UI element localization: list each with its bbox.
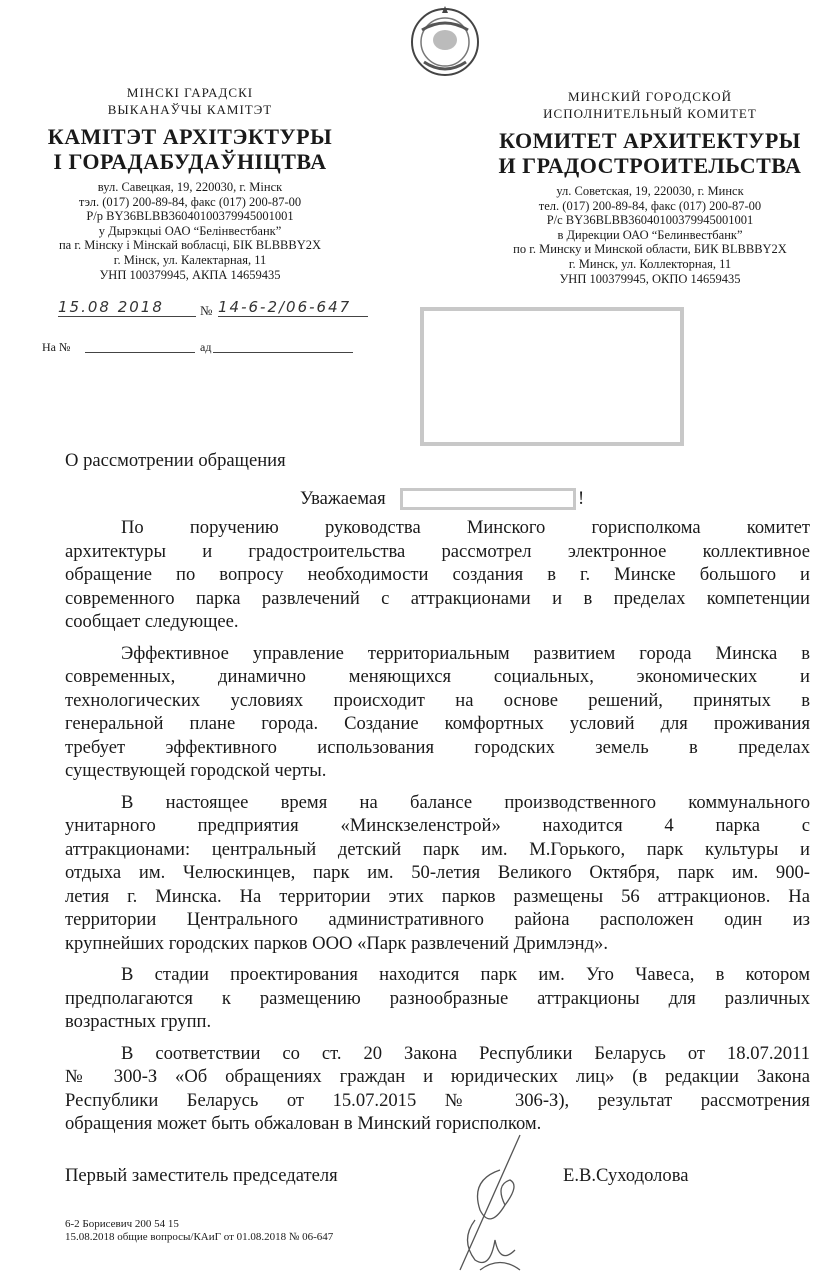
ref-number-label: На № xyxy=(42,340,71,354)
phone-line: тэл. (017) 200-89-84, факс (017) 200-87-00 xyxy=(78,194,302,209)
account-line: Р/с BY36BLBB36040100379945001001 xyxy=(546,213,754,228)
state-emblem-icon xyxy=(402,2,488,80)
committee-title: КОМИТЕТ АРХИТЕКТУРЫ xyxy=(499,128,801,153)
committee-title: И ГРАДОСТРОИТЕЛЬСТВА xyxy=(498,153,802,178)
org-name: ВЫКАНАЎЧЫ КАМІТЭТ xyxy=(107,102,273,117)
body-line: крупнейших городских парков ООО «Парк развлечений Дримлэнд». xyxy=(65,932,608,954)
account-line: Р/р BY36BLBB36040100379945001001 xyxy=(86,209,294,224)
body-line: современных, динамично меняющихся социальных, экономических и xyxy=(65,666,810,687)
body-paragraph xyxy=(65,1042,810,1136)
letterhead-russian xyxy=(470,88,830,286)
ref-date-field xyxy=(213,338,353,353)
bank-line: у Дырэкцыі ОАО “Белінвестбанк” xyxy=(98,223,282,238)
body-line: обращения может быть обжалован в Минский горисполком. xyxy=(65,1113,542,1134)
body-line: технологических условиях происходит на основе решений, принятых в xyxy=(65,689,810,711)
body-paragraph xyxy=(65,791,810,956)
executor-info: 6-2 Борисевич 200 54 15 xyxy=(65,1218,179,1230)
body-line: В стадии проектирования находится парк им. Уго Чавеса, в котором xyxy=(121,964,810,985)
body-line: сообщает следующее. xyxy=(65,611,239,632)
body-line: № 300-З «Об обращениях граждан и юридических лиц» (в редакции Закона xyxy=(65,1066,810,1087)
redacted-addressee xyxy=(420,307,684,446)
committee-title: І ГОРАДАБУДАЎНІЦТВА xyxy=(53,149,327,174)
ref-number-field xyxy=(85,338,195,353)
body-line: Республики Беларусь от 15.07.2015 № 306-З), результат рассмотрения xyxy=(65,1089,810,1111)
body-line: летия г. Минска. На территории этих парков размещены 56 аттракционов. На xyxy=(65,885,810,907)
org-name: МИНСКИЙ ГОРОДСКОЙ xyxy=(567,89,733,104)
subject-line: О рассмотрении обращения xyxy=(65,450,286,471)
body-line: архитектуры и градостроительства рассмотрел электронное коллективное xyxy=(65,540,810,562)
body-line: По поручению руководства Минского горисполкома комитет xyxy=(121,517,810,538)
bank-region-line: па г. Мінску і Мінскай вобласці, БІК BLBBBY2X xyxy=(58,238,322,253)
bank-address-line: г. Минск, ул. Коллекторная, 11 xyxy=(568,256,732,271)
body-line: генеральной плане города. Создание комфортных условий для проживания xyxy=(65,713,810,734)
body-line: отдыха им. Челюскинцев, парк им. 50-летия Великого Октября, парк им. 900- xyxy=(65,862,810,883)
body-line: унитарного предприятия «Минскзеленстрой» находится 4 парка с xyxy=(65,815,810,836)
signatory-position: Первый заместитель председателя xyxy=(65,1165,338,1186)
letter-date: 15.08 2018 xyxy=(58,298,196,317)
redacted-name xyxy=(400,488,576,510)
letter-body xyxy=(65,516,810,1144)
address-line: вул. Савецкая, 19, 220030, г. Мінск xyxy=(97,180,283,194)
address-line: ул. Советская, 19, 220030, г. Минск xyxy=(556,184,744,198)
tax-id-line: УНП 100379945, АКПА 14659435 xyxy=(99,267,281,282)
body-line: территории Центрального административного района расположен один из xyxy=(65,909,810,930)
handwritten-signature xyxy=(440,1130,570,1280)
registry-info: 15.08.2018 общие вопросы/КАиГ от 01.08.2018 № 06-647 xyxy=(65,1231,334,1243)
ref-from-label: ад xyxy=(200,340,212,354)
body-line: современного парка развлечений с аттракционами и в пределах компетенции xyxy=(65,587,810,609)
body-line: предполагаются к размещению разнообразные аттракционы для различных xyxy=(65,987,810,1009)
body-line: аттракционами: центральный детский парк им. М.Горького, парк культуры и xyxy=(65,838,810,860)
body-line: Эффективное управление территориальным развитием города Минска в xyxy=(121,642,810,664)
body-line: существующей городской черты. xyxy=(65,760,327,781)
phone-line: тел. (017) 200-89-84, факс (017) 200-87-00 xyxy=(538,198,762,213)
org-name: МІНСКІ ГАРАДСКІ xyxy=(126,85,254,100)
body-paragraph xyxy=(65,516,810,634)
body-line: В соответствии со ст. 20 Закона Республики Беларусь от 18.07.2011 xyxy=(121,1042,810,1064)
bank-region-line: по г. Минску и Минской области, БИК BLBBBY2X xyxy=(513,242,787,257)
org-name: ИСПОЛНИТЕЛЬНЫЙ КОМИТЕТ xyxy=(543,106,757,121)
bank-line: в Дирекции ОАО “Белинвестбанк” xyxy=(557,227,743,242)
body-line: возрастных групп. xyxy=(65,1011,212,1032)
body-line: В настоящее время на балансе производственного коммунального xyxy=(121,791,810,813)
committee-title: КАМІТЭТ АРХІТЭКТУРЫ xyxy=(47,124,333,149)
tax-id-line: УНП 100379945, ОКПО 14659435 xyxy=(559,271,741,286)
letter-number: 14-6-2/06-647 xyxy=(218,298,368,317)
signatory-name: Е.В.Суходолова xyxy=(563,1165,689,1186)
body-line: требует эффективного использования городских земель в пределах xyxy=(65,736,810,758)
body-paragraph xyxy=(65,963,810,1034)
salutation: Уважаемая xyxy=(300,488,386,509)
bank-address-line: г. Мінск, ул. Калектарная, 11 xyxy=(113,252,267,267)
body-line: обращение по вопросу необходимости создания в г. Минске большого и xyxy=(65,564,810,585)
letterhead-belarusian xyxy=(20,84,360,282)
number-label: № xyxy=(200,303,213,318)
body-paragraph xyxy=(65,642,810,783)
salutation-end: ! xyxy=(578,488,585,509)
